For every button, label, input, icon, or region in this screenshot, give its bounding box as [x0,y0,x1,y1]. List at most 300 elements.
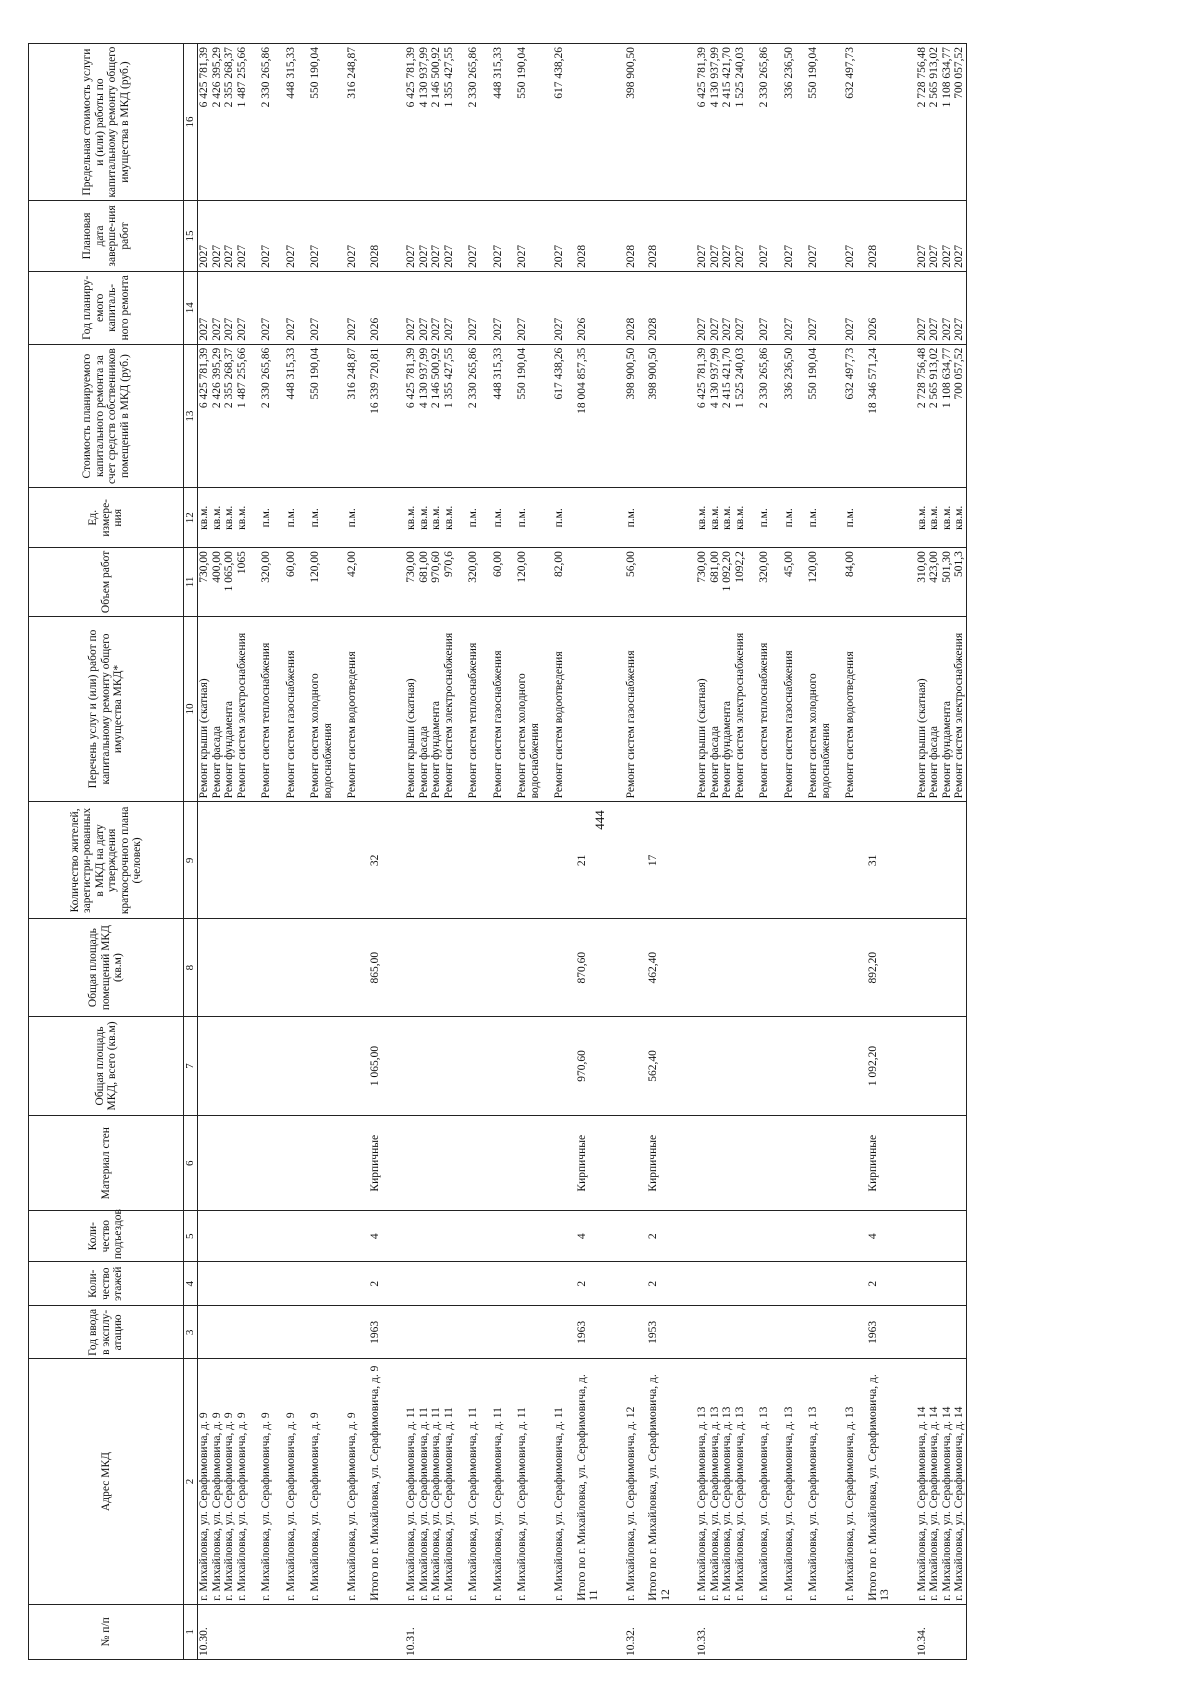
cell-col-10: Ремонт фундамента [430,616,443,802]
cell-col-2: г. Михайловка, ул. Серафимовича, д. 13 [844,1359,857,1604]
cell-col-3 [430,1306,443,1359]
cell-col-1 [430,1604,443,1659]
cell-col-8 [430,919,443,1016]
column-header: Коли-чество подъездов [29,1211,184,1262]
cell-col-3 [467,1306,492,1359]
cell-col-4 [418,1262,431,1306]
cell-col-13: 336 236,50 [783,344,808,488]
cell-col-6 [285,1116,310,1211]
cell-col-5 [721,1211,734,1262]
table-row [443,44,468,1660]
cell-col-4 [928,1262,941,1306]
cell-col-10: Ремонт фасада [211,616,224,802]
cell-col-5 [807,1211,844,1262]
cell-col-9 [418,802,431,919]
cell-col-1: 10.31. [405,1604,418,1659]
cell-col-13: 2 426 395,29 [211,344,224,488]
cell-col-14: 2028 [637,271,696,344]
cell-col-11: 681,00 [418,548,431,617]
cell-col-13: 2 355 268,37 [223,344,236,488]
cell-col-4 [783,1262,808,1306]
cell-col-12: п.м. [553,488,566,548]
cell-col-2: г. Михайловка, ул. Серафимовича, д. 9 [346,1359,359,1604]
cell-col-7 [492,1016,517,1115]
cell-col-12: кв.м. [198,488,211,548]
cell-col-11: 400,00 [211,548,224,617]
cell-col-4 [346,1262,359,1306]
cell-col-13: 398 900,50 [637,344,696,488]
cell-col-8 [198,919,211,1016]
cell-col-2: Итого по г. Михайловка, ул. Серафимовича, д. 11 [566,1359,625,1604]
cell-col-7 [734,1016,759,1115]
cell-col-3 [783,1306,808,1359]
cell-col-14: 2027 [807,271,844,344]
cell-col-10 [637,616,696,802]
cell-col-1 [758,1604,783,1659]
cell-col-5 [783,1211,808,1262]
cell-col-4 [721,1262,734,1306]
cell-col-8 [844,919,857,1016]
cell-col-1 [492,1604,517,1659]
cell-col-2: г. Михайловка, ул. Серафимовича, д. 13 [758,1359,783,1604]
cell-col-15: 2027 [783,201,808,272]
cell-col-11: 501,30 [941,548,954,617]
cell-col-12 [857,488,916,548]
rotated-table-container [28,43,1196,1660]
cell-col-6 [492,1116,517,1211]
column-number: 6 [184,1116,198,1211]
cell-col-4 [696,1262,709,1306]
column-number: 13 [184,344,198,488]
cell-col-11: 320,00 [467,548,492,617]
cell-col-9 [223,802,236,919]
cell-col-12: кв.м. [405,488,418,548]
cell-col-10 [359,616,406,802]
cell-col-6 [709,1116,722,1211]
cell-col-12: п.м. [346,488,359,548]
cell-col-15: 2028 [359,201,406,272]
cell-col-11: 120,00 [807,548,844,617]
cell-col-12: кв.м. [443,488,468,548]
cell-col-10 [857,616,916,802]
cell-col-13: 18 004 857,35 [566,344,625,488]
column-header: Адрес МКД [29,1359,184,1604]
table-body [198,44,967,1660]
cell-col-13: 6 425 781,39 [198,344,211,488]
cell-col-2: г. Михайловка, ул. Серафимовича, д. 11 [467,1359,492,1604]
cell-col-6 [198,1116,211,1211]
column-number: 15 [184,201,198,272]
cell-col-1 [516,1604,553,1659]
cell-col-5 [928,1211,941,1262]
cell-col-5 [516,1211,553,1262]
cell-col-7: 1 092,20 [857,1016,916,1115]
cell-col-4 [916,1262,929,1306]
cell-col-1 [807,1604,844,1659]
cell-col-10: Ремонт систем водоотведения [553,616,566,802]
cell-col-11: 60,00 [492,548,517,617]
cell-col-15: 2027 [260,201,285,272]
cell-col-3 [696,1306,709,1359]
cell-col-9 [807,802,844,919]
cell-col-5 [443,1211,468,1262]
cell-col-7 [430,1016,443,1115]
cell-col-7 [721,1016,734,1115]
cell-col-2: г. Михайловка, ул. Серафимовича, д. 9 [211,1359,224,1604]
cell-col-13: 2 728 756,48 [916,344,929,488]
cell-col-10: Ремонт систем электроснабжения [953,616,966,802]
column-header: Общая площадь МКД, всего (кв.м) [29,1016,184,1115]
cell-col-4: 2 [359,1262,406,1306]
table-row [696,44,709,1660]
cell-col-11: 1092,2 [734,548,759,617]
cell-col-16: 448 315,33 [285,44,310,201]
cell-col-1 [721,1604,734,1659]
cell-col-15: 2027 [953,201,966,272]
table-row [430,44,443,1660]
cell-col-13: 1 355 427,55 [443,344,468,488]
cell-col-5: 4 [566,1211,625,1262]
cell-col-14: 2027 [443,271,468,344]
cell-col-12: кв.м. [928,488,941,548]
cell-col-8 [916,919,929,1016]
cell-col-2: г. Михайловка, ул. Серафимовича, д. 13 [807,1359,844,1604]
cell-col-4 [758,1262,783,1306]
cell-col-9: 21 [566,802,625,919]
cell-col-8 [758,919,783,1016]
cell-col-9 [405,802,418,919]
cell-col-15: 2027 [758,201,783,272]
cell-col-16: 2 426 395,29 [211,44,224,201]
cell-col-7: 1 065,00 [359,1016,406,1115]
table-row [346,44,359,1660]
cell-col-3 [734,1306,759,1359]
cell-col-2: г. Михайловка, ул. Серафимовича, д. 11 [405,1359,418,1604]
cell-col-13: 550 190,04 [807,344,844,488]
cell-col-2: г. Михайловка, ул. Серафимовича, д. 13 [734,1359,759,1604]
cell-col-9 [553,802,566,919]
cell-col-5 [941,1211,954,1262]
cell-col-16: 2 415 421,70 [721,44,734,201]
cell-col-5: 4 [359,1211,406,1262]
cell-col-4: 2 [637,1262,696,1306]
cell-col-6: Кирпичные [637,1116,696,1211]
column-number: 2 [184,1359,198,1604]
cell-col-2: г. Михайловка, ул. Серафимовича, д. 11 [443,1359,468,1604]
cell-col-11: 84,00 [844,548,857,617]
cell-col-1 [260,1604,285,1659]
cell-col-15: 2027 [223,201,236,272]
cell-col-5 [953,1211,966,1262]
cell-col-10: Ремонт систем электроснабжения [236,616,261,802]
cell-col-5: 4 [857,1211,916,1262]
cell-col-6 [418,1116,431,1211]
cell-col-5: 2 [637,1211,696,1262]
cell-col-1 [553,1604,566,1659]
cell-col-6 [553,1116,566,1211]
cell-col-6 [236,1116,261,1211]
cell-col-14: 2027 [346,271,359,344]
cell-col-9 [346,802,359,919]
cell-col-10: Ремонт фасада [928,616,941,802]
cell-col-9 [285,802,310,919]
cell-col-5 [844,1211,857,1262]
cell-col-3 [709,1306,722,1359]
cell-col-2: Итого по г. Михайловка, ул. Серафимовича, д. 9 [359,1359,406,1604]
cell-col-15: 2027 [696,201,709,272]
cell-col-13: 316 248,87 [346,344,359,488]
cell-col-7 [236,1016,261,1115]
cell-col-5 [758,1211,783,1262]
cell-col-3: 1953 [637,1306,696,1359]
cell-col-16: 448 315,33 [492,44,517,201]
cell-col-16: 617 438,26 [553,44,566,201]
cell-col-4 [309,1262,346,1306]
cell-col-14: 2027 [223,271,236,344]
cell-col-1 [359,1604,406,1659]
cell-col-15: 2027 [492,201,517,272]
cell-col-8 [492,919,517,1016]
cell-col-10: Ремонт систем газоснабжения [783,616,808,802]
cell-col-16: 550 190,04 [309,44,346,201]
cell-col-1 [309,1604,346,1659]
cell-col-11: 56,00 [625,548,638,617]
cell-col-16: 6 425 781,39 [405,44,418,201]
cell-col-7 [223,1016,236,1115]
cell-col-10: Ремонт фасада [709,616,722,802]
cell-col-11: 120,00 [516,548,553,617]
cell-col-11 [857,548,916,617]
total-row [857,44,916,1660]
cell-col-12: п.м. [625,488,638,548]
cell-col-11: 501,3 [953,548,966,617]
cell-col-12: п.м. [285,488,310,548]
cell-col-5 [211,1211,224,1262]
cell-col-10: Ремонт крыши (скатная) [198,616,211,802]
capital-repair-table [28,43,967,1660]
cell-col-13: 550 190,04 [309,344,346,488]
cell-col-6 [783,1116,808,1211]
cell-col-9 [709,802,722,919]
cell-col-2: г. Михайловка, ул. Серафимовича, д. 12 [625,1359,638,1604]
cell-col-2: г. Михайловка, ул. Серафимовича, д. 9 [223,1359,236,1604]
cell-col-6 [430,1116,443,1211]
cell-col-13: 2 565 913,02 [928,344,941,488]
cell-col-2: г. Михайловка, ул. Серафимовича, д. 11 [418,1359,431,1604]
cell-col-12: кв.м. [223,488,236,548]
cell-col-13: 6 425 781,39 [696,344,709,488]
cell-col-9 [625,802,638,919]
column-number-row [184,44,198,1660]
table-row [211,44,224,1660]
column-number: 8 [184,919,198,1016]
cell-col-4 [405,1262,418,1306]
cell-col-1 [346,1604,359,1659]
table-row [625,44,638,1660]
cell-col-7 [346,1016,359,1115]
table-row [844,44,857,1660]
cell-col-6 [405,1116,418,1211]
cell-col-16: 700 057,52 [953,44,966,201]
cell-col-15: 2027 [443,201,468,272]
cell-col-7 [807,1016,844,1115]
cell-col-9 [309,802,346,919]
cell-col-2: г. Михайловка, ул. Серафимовича, д. 11 [430,1359,443,1604]
cell-col-13: 1 487 255,66 [236,344,261,488]
cell-col-9 [953,802,966,919]
cell-col-15: 2027 [844,201,857,272]
cell-col-10: Ремонт систем холодного водоснабжения [807,616,844,802]
cell-col-9 [844,802,857,919]
cell-col-15: 2027 [928,201,941,272]
cell-col-12: п.м. [492,488,517,548]
table-row [783,44,808,1660]
cell-col-13: 448 315,33 [285,344,310,488]
cell-col-14: 2027 [260,271,285,344]
cell-col-8: 870,60 [566,919,625,1016]
cell-col-16: 550 190,04 [516,44,553,201]
cell-col-7 [941,1016,954,1115]
cell-col-16 [359,44,406,201]
cell-col-7 [928,1016,941,1115]
cell-col-5 [285,1211,310,1262]
cell-col-6 [758,1116,783,1211]
table-row [553,44,566,1660]
cell-col-4 [941,1262,954,1306]
cell-col-5 [625,1211,638,1262]
cell-col-10: Ремонт фундамента [721,616,734,802]
cell-col-6 [721,1116,734,1211]
cell-col-15: 2027 [467,201,492,272]
table-row [916,44,929,1660]
cell-col-6 [467,1116,492,1211]
table-row [309,44,346,1660]
cell-col-14: 2027 [198,271,211,344]
cell-col-2: г. Михайловка, ул. Серафимовича, д. 13 [721,1359,734,1604]
cell-col-8 [223,919,236,1016]
cell-col-12: кв.м. [941,488,954,548]
cell-col-15: 2027 [807,201,844,272]
cell-col-2: г. Михайловка, ул. Серафимовича, д. 9 [309,1359,346,1604]
cell-col-4 [516,1262,553,1306]
cell-col-16: 6 425 781,39 [696,44,709,201]
column-number: 10 [184,616,198,802]
cell-col-14: 2027 [928,271,941,344]
cell-col-14: 2027 [405,271,418,344]
cell-col-12: кв.м. [418,488,431,548]
cell-col-3 [941,1306,954,1359]
cell-col-6 [696,1116,709,1211]
cell-col-15: 2027 [418,201,431,272]
cell-col-7: 562,40 [637,1016,696,1115]
cell-col-1 [285,1604,310,1659]
cell-col-16: 398 900,50 [625,44,638,201]
cell-col-5 [236,1211,261,1262]
cell-col-7 [516,1016,553,1115]
cell-col-12: п.м. [309,488,346,548]
cell-col-10: Ремонт систем холодного водоснабжения [516,616,553,802]
cell-col-14: 2027 [734,271,759,344]
cell-col-8: 892,20 [857,919,916,1016]
cell-col-8 [709,919,722,1016]
cell-col-16: 4 130 937,99 [418,44,431,201]
cell-col-3 [516,1306,553,1359]
cell-col-6: Кирпичные [359,1116,406,1211]
cell-col-10: Ремонт систем водоотведения [346,616,359,802]
cell-col-10: Ремонт систем газоснабжения [285,616,310,802]
cell-col-9 [783,802,808,919]
cell-col-11: 730,00 [405,548,418,617]
cell-col-11 [359,548,406,617]
cell-col-8 [516,919,553,1016]
cell-col-10: Ремонт систем электроснабжения [443,616,468,802]
column-number: 14 [184,271,198,344]
cell-col-2: г. Михайловка, ул. Серафимовича, д. 9 [260,1359,285,1604]
cell-col-1 [953,1604,966,1659]
cell-col-12: кв.м. [953,488,966,548]
cell-col-11: 681,00 [709,548,722,617]
cell-col-16: 2 728 756,48 [916,44,929,201]
cell-col-4 [285,1262,310,1306]
cell-col-12: п.м. [844,488,857,548]
cell-col-9 [516,802,553,919]
cell-col-5 [734,1211,759,1262]
table-row [236,44,261,1660]
cell-col-7 [953,1016,966,1115]
cell-col-7 [443,1016,468,1115]
cell-col-15: 2027 [309,201,346,272]
cell-col-9 [443,802,468,919]
cell-col-6 [807,1116,844,1211]
cell-col-6 [625,1116,638,1211]
cell-col-14: 2027 [467,271,492,344]
cell-col-14: 2027 [285,271,310,344]
table-row [198,44,211,1660]
cell-col-12: п.м. [467,488,492,548]
cell-col-12: п.м. [807,488,844,548]
cell-col-3 [625,1306,638,1359]
cell-col-1 [236,1604,261,1659]
column-number: 7 [184,1016,198,1115]
cell-col-5 [260,1211,285,1262]
cell-col-11: 423,00 [928,548,941,617]
cell-col-9 [941,802,954,919]
cell-col-10: Ремонт систем теплоснабжения [467,616,492,802]
cell-col-5 [492,1211,517,1262]
cell-col-4 [709,1262,722,1306]
cell-col-1 [928,1604,941,1659]
cell-col-12: кв.м. [696,488,709,548]
cell-col-15: 2028 [625,201,638,272]
cell-col-3 [346,1306,359,1359]
cell-col-1 [734,1604,759,1659]
cell-col-3 [198,1306,211,1359]
column-header: № п/п [29,1604,184,1659]
cell-col-13: 2 415 421,70 [721,344,734,488]
cell-col-9 [430,802,443,919]
cell-col-3 [758,1306,783,1359]
cell-col-11: 1065 [236,548,261,617]
cell-col-14: 2027 [236,271,261,344]
cell-col-12: кв.м. [734,488,759,548]
cell-col-5 [405,1211,418,1262]
cell-col-12: кв.м. [916,488,929,548]
cell-col-12: п.м. [260,488,285,548]
cell-col-15: 2027 [346,201,359,272]
cell-col-3 [211,1306,224,1359]
cell-col-2: г. Михайловка, ул. Серафимовича, д. 11 [553,1359,566,1604]
cell-col-3 [260,1306,285,1359]
